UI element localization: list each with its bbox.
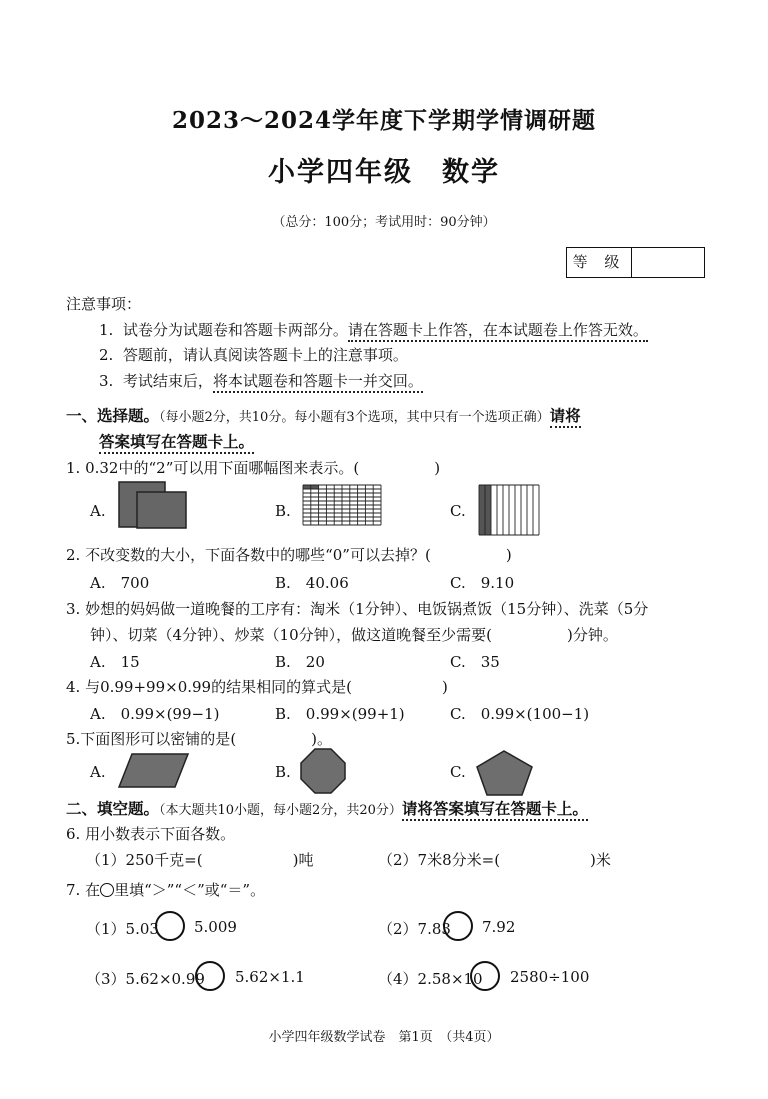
q2-text: 2. 不改变数的大小，下面各数中的哪些“0”可以去掉？( ) — [66, 546, 512, 564]
q1-option-b-label: B. — [275, 502, 291, 520]
q2-option-a: A. 700 — [90, 574, 150, 592]
q3-text-line2: 钟）、切菜（4分钟）、炒菜（10分钟），做这道晚餐至少需要( )分钟。 — [90, 626, 618, 644]
q7-part1-right: 5.009 — [194, 918, 237, 936]
q3-text-line1: 3. 妙想的妈妈做一道晚餐的工序有：淘米（1分钟）、电饭锅煮饭（15分钟）、洗菜（5分 — [66, 600, 649, 618]
q4-option-a: A. 0.99×(99−1) — [90, 705, 220, 723]
q2-option-c: C. 9.10 — [450, 574, 515, 592]
section1-heading: 一、选择题。 — [66, 406, 160, 425]
section2-heading: 二、填空题。 — [66, 799, 160, 818]
section1-heading-line: 一、选择题。（每小题2分，共10分。每小题有3个选项，其中只有一个选项正确）请将 — [66, 404, 581, 426]
circle-icon — [100, 883, 114, 897]
q5-option-a-label: A. — [90, 763, 106, 781]
q7-part3-answer-circle[interactable] — [195, 961, 225, 991]
q6-part1: （1）250千克=( )吨 — [86, 851, 314, 869]
grade-label: 等 级 — [567, 248, 632, 277]
notice-item-2: 2. 答题前，请认真阅读答题卡上的注意事项。 — [99, 346, 408, 364]
exam-subtitle: 小学四年级 数学 — [268, 157, 500, 188]
q7-part4-left: （4）2.58×10 — [378, 970, 483, 988]
page-footer: 小学四年级数学试卷 第1页 （共4页） — [268, 1030, 500, 1045]
q7-part4-answer-circle[interactable] — [470, 961, 500, 991]
option-c-tenths-strips-figure — [478, 484, 540, 536]
q7-part1-left: （1）5.03 — [86, 920, 159, 938]
section2-heading-line: 二、填空题。（本大题共10小题，每小题2分，共20分）请将答案填写在答题卡上。 — [66, 797, 588, 819]
q6-part2: （2）7米8分米=( )米 — [378, 851, 611, 869]
q3-option-a: A. 15 — [90, 653, 140, 671]
q1-option-a-label: A. — [90, 502, 106, 520]
notice-heading: 注意事项： — [66, 295, 142, 313]
grade-box — [566, 247, 705, 278]
q3-option-c: C. 35 — [450, 653, 500, 671]
pentagon-shape — [475, 749, 535, 797]
q2-option-b: B. 40.06 — [275, 574, 349, 592]
section1-heading-line2: 答案填写在答题卡上。 — [99, 430, 254, 452]
q7-part3-left: （3）5.62×0.99 — [86, 970, 205, 988]
q5-option-b-label: B. — [275, 763, 291, 781]
q3-option-b: B. 20 — [275, 653, 325, 671]
q7-part3-right: 5.62×1.1 — [235, 968, 305, 986]
q4-option-b: B. 0.99×(99+1) — [275, 705, 405, 723]
exam-info: （总分：100分；考试用时：90分钟） — [272, 215, 496, 230]
section1-note: （每小题2分，共10分。每小题有3个选项，其中只有一个选项正确） — [159, 410, 550, 425]
notice-item-1: 1. 试卷分为试题卷和答题卡两部分。请在答题卡上作答，在本试题卷上作答无效。 — [99, 319, 648, 340]
option-b-hundred-grid-figure — [302, 484, 382, 526]
q7-part4-right: 2580÷100 — [510, 968, 590, 986]
q6-text: 6. 用小数表示下面各数。 — [66, 825, 236, 843]
q7-part1-answer-circle[interactable] — [155, 911, 185, 941]
q4-option-c: C. 0.99×(100−1) — [450, 705, 590, 723]
q5-option-c-label: C. — [450, 763, 466, 781]
q7-part2-right: 7.92 — [482, 918, 516, 936]
parallelogram-shape — [118, 752, 190, 790]
q1-text: 1. 0.32中的“2”可以用下面哪幅图来表示。( ) — [66, 459, 441, 477]
q7-part2-answer-circle[interactable] — [443, 911, 473, 941]
q1-option-c-label: C. — [450, 502, 466, 520]
section2-note: （本大题共10小题，每小题2分，共20分） — [159, 803, 402, 818]
exam-title: 2023～2024学年度下学期学情调研题 — [171, 107, 597, 134]
q7-text: 7. 在 里填“＞”“＜”或“＝”。 — [66, 881, 266, 899]
option-a-two-squares-figure — [118, 481, 188, 529]
q5-text: 5.下面图形可以密铺的是( )。 — [66, 730, 333, 748]
notice-item-3: 3. 考试结束后，将本试题卷和答题卡一并交回。 — [99, 370, 423, 391]
q7-part2-left: （2）7.83 — [378, 920, 451, 938]
q4-text: 4. 与0.99+99×0.99的结果相同的算式是( ) — [66, 678, 448, 696]
octagon-shape — [299, 747, 347, 795]
